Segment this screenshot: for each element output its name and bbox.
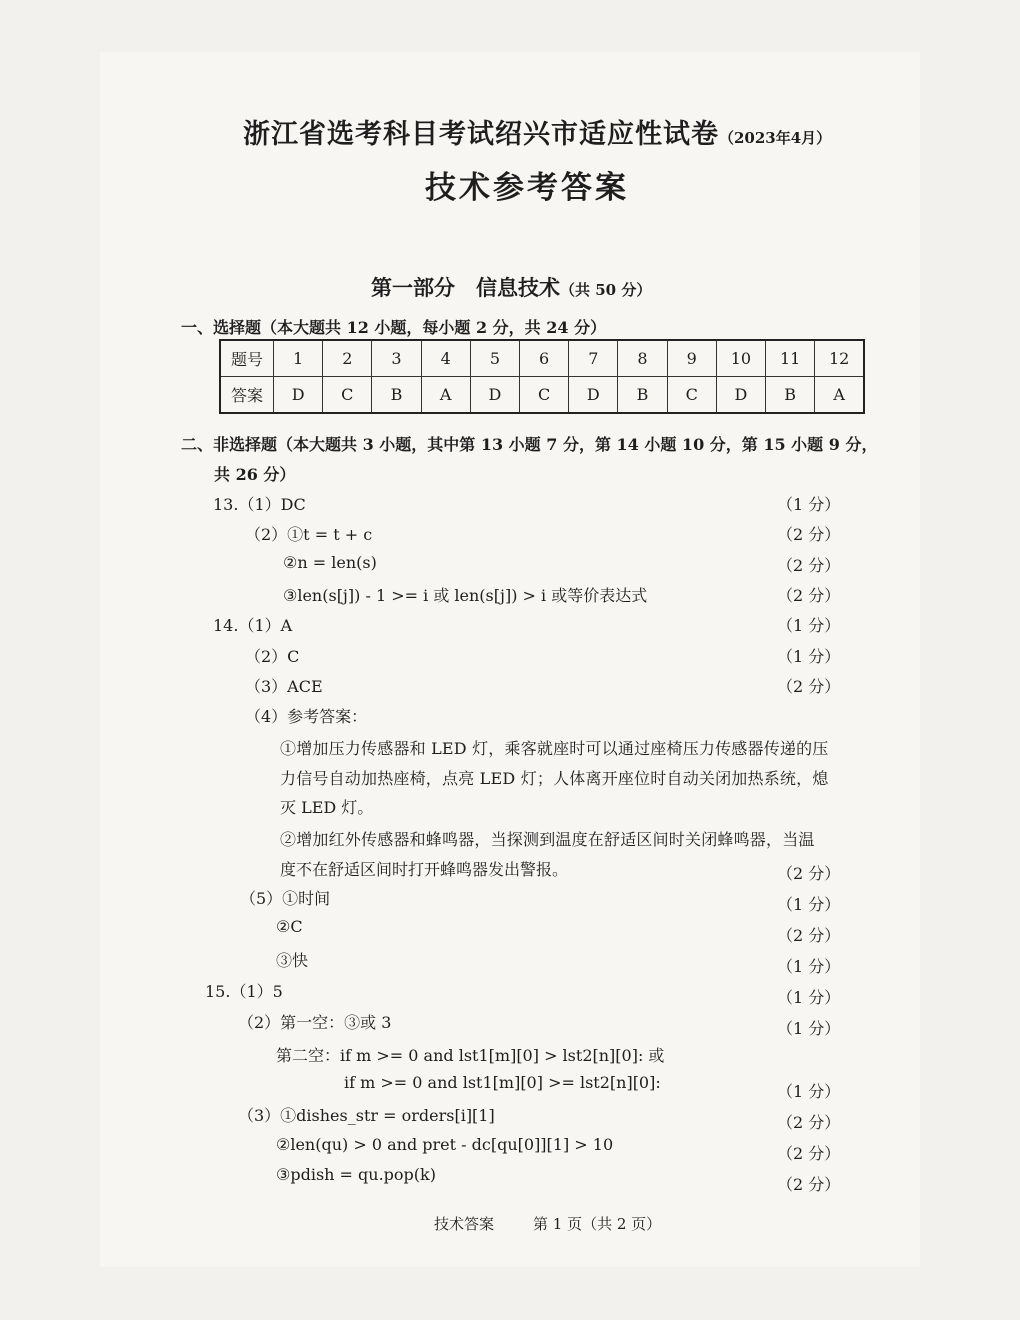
answer-line: （5）①时间	[240, 889, 331, 908]
answer-line: （2）①t = t + c	[245, 525, 373, 544]
table-cell: D	[716, 377, 765, 414]
score-label: （1 分）	[777, 616, 841, 635]
answer-line: ③快	[276, 951, 309, 970]
section2-heading-line2: 共 26 分）	[214, 465, 296, 484]
answer-line: （3）ACE	[245, 677, 323, 696]
section2-heading-line1: 二、非选择题（本大题共 3 小题，其中第 13 小题 7 分，第 14 小题 10 分，第 15 小题 9 分，	[181, 435, 878, 454]
table-cell: 3	[372, 340, 421, 377]
table-cell: D	[274, 377, 323, 414]
title-text: 浙江省选考科目考试绍兴市适应性试卷	[243, 119, 719, 150]
table-cell: B	[618, 377, 667, 414]
part-score: （共 50 分）	[560, 281, 652, 299]
table-cell: 7	[569, 340, 618, 377]
table-cell: 6	[520, 340, 569, 377]
table-cell: 11	[766, 340, 815, 377]
answer-line: ②C	[276, 917, 303, 936]
answer-line: 15.（1）5	[205, 982, 283, 1001]
table-cell: 1	[274, 340, 323, 377]
table-cell: C	[323, 377, 372, 414]
answer-line: 力信号自动加热座椅，点亮 LED 灯；人体离开座位时自动关闭加热系统，熄	[280, 769, 829, 788]
table-cell: 2	[323, 340, 372, 377]
answer-line: 14.（1）A	[213, 616, 293, 635]
table-cell: 9	[667, 340, 716, 377]
score-label: （1 分）	[777, 1019, 841, 1038]
section1-heading: 一、选择题（本大题共 12 小题，每小题 2 分，共 24 分）	[181, 318, 607, 337]
answer-table	[219, 339, 865, 414]
score-label: （2 分）	[777, 1144, 841, 1163]
score-label: （1 分）	[777, 957, 841, 976]
table-cell: C	[667, 377, 716, 414]
answer-line: （2）第一空：③或 3	[238, 1013, 392, 1032]
table-cell: B	[766, 377, 815, 414]
score-label: （1 分）	[777, 895, 841, 914]
answer-line: ③pdish = qu.pop(k)	[276, 1165, 436, 1184]
score-label: （1 分）	[777, 1082, 841, 1101]
answer-line: 13.（1）DC	[213, 495, 306, 514]
score-label: （2 分）	[777, 586, 841, 605]
table-cell: 12	[815, 340, 864, 377]
row-label-answer: 答案	[220, 377, 274, 414]
score-label: （2 分）	[777, 556, 841, 575]
row-label-number: 题号	[220, 340, 274, 377]
score-label: （2 分）	[777, 1175, 841, 1194]
footer-left: 技术答案	[434, 1215, 495, 1233]
score-label: （1 分）	[777, 988, 841, 1007]
answer-line: 度不在舒适区间时打开蜂鸣器发出警报。	[280, 860, 569, 879]
answer-line: ③len(s[j]) - 1 >= i 或 len(s[j]) > i 或等价表达式	[283, 586, 648, 605]
table-cell: D	[569, 377, 618, 414]
score-label: （1 分）	[777, 647, 841, 666]
part-title: 第一部分 信息技术	[371, 275, 560, 300]
table-cell: 4	[421, 340, 470, 377]
score-label: （1 分）	[777, 495, 841, 514]
answer-line: （4）参考答案：	[245, 707, 368, 726]
answer-line: ①增加压力传感器和 LED 灯，乘客就座时可以通过座椅压力传感器传递的压	[280, 739, 829, 758]
part-heading	[371, 272, 651, 302]
score-label: （2 分）	[777, 926, 841, 945]
answer-line: （3）①dishes_str = orders[i][1]	[238, 1106, 495, 1125]
footer-page-number: 第 1 页（共 2 页）	[533, 1215, 662, 1233]
answer-line: （2）C	[245, 647, 300, 666]
answer-line: 灭 LED 灯。	[280, 798, 374, 817]
table-cell: 8	[618, 340, 667, 377]
table-cell: A	[421, 377, 470, 414]
answer-line: ②len(qu) > 0 and pret - dc[qu[0]][1] > 10	[276, 1135, 614, 1154]
answer-line: 第二空：if m >= 0 and lst1[m][0] > lst2[n][0]: 或	[276, 1046, 665, 1065]
table-cell: A	[815, 377, 864, 414]
answer-line: ②n = len(s)	[283, 553, 377, 572]
exam-title	[243, 112, 831, 151]
answer-line: ②增加红外传感器和蜂鸣器，当探测到温度在舒适区间时关闭蜂鸣器，当温	[280, 830, 815, 849]
answer-line: if m >= 0 and lst1[m][0] >= lst2[n][0]:	[344, 1073, 661, 1092]
table-cell: C	[520, 377, 569, 414]
score-label: （2 分）	[777, 525, 841, 544]
table-cell: D	[470, 377, 519, 414]
title-date: （2023年4月）	[719, 129, 832, 147]
table-cell: B	[372, 377, 421, 414]
table-row-answers	[220, 377, 864, 414]
table-cell: 10	[716, 340, 765, 377]
table-cell: 5	[470, 340, 519, 377]
score-label: （2 分）	[777, 864, 841, 883]
answer-subtitle: 技术参考答案	[425, 170, 629, 206]
score-label: （2 分）	[777, 677, 841, 696]
score-label: （2 分）	[777, 1113, 841, 1132]
table-row-numbers	[220, 340, 864, 377]
